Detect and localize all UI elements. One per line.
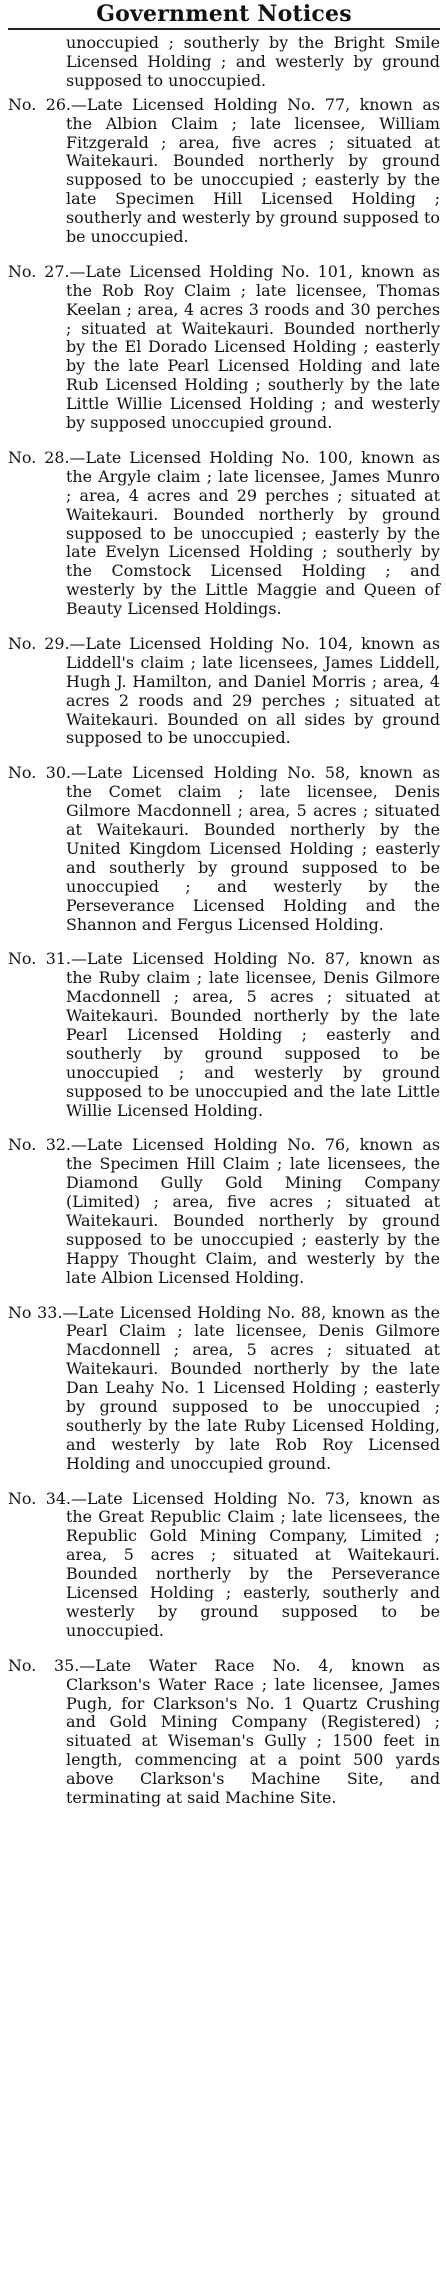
notice-number: No. 29. [8,633,70,653]
notice-text: —Late Licensed Holding No. 73, known as the Great Republic Claim ; late licensees, the Republic Gold Mining Company, Limited ; area, 5 acres ; situated at Waitekauri. Bounded northerly by the Perseverance Licensed Holding ; easterly, southerly and westerly by ground supposed to be unoccupied. [66,1488,440,1640]
notice-entry [8,764,440,934]
notices-column [8,30,440,1808]
notice-text: —Late Licensed Holding No. 104, known as Liddell's claim ; late licensees, James Liddell, Hugh J. Hamilton, and Daniel Morris ; area, 4 acres 2 roods and 29 perches ; situated at Waitekauri. Bounded on all sides by ground supposed to be unoccupied. [66,633,440,748]
notice-entry [8,263,440,433]
continued-notice-text: unoccupied ; southerly by the Bright Smile Licensed Holding ; and westerly by ground supposed to unoccupied. [66,33,440,90]
section-title: Government Notices [96,1,352,27]
notice-entry [8,950,440,1120]
notice-text: —Late Licensed Holding No. 88, known as the Pearl Claim ; late licensee, Denis Gilmore Macdonnell ; area, 5 acres ; situated at Waitekauri. Bounded northerly by the late Dan Leahy No. 1 Licensed Holding ; easterly by ground supposed to be unoccupied ; southerly by the late Ruby Licensed Holding, and westerly by late Rob Roy Licensed Holding and unoccupied ground. [62,1302,440,1473]
notice-number: No 33. [8,1302,63,1322]
notice-entry [8,1657,440,1808]
notice-entry [8,1304,440,1474]
notice-number: No. 32. [8,1135,71,1155]
notice-entry [8,96,440,247]
notice-entry [8,635,440,748]
notice-number: No. 28. [8,447,70,467]
notice-number: No. 35. [8,1655,80,1675]
notice-text: —Late Licensed Holding No. 100, known as the Argyle claim ; late licensee, James Munro ; area, 4 acres and 29 perches ; situated at Waitekauri. Bounded northerly by ground supposed to be unoccupied ; easterly by the late Evelyn Licensed Holding ; southerly by the Comstock Licensed Holding ; and westerly by the Little Maggie and Queen of Beauty Licensed Holdings. [66,447,440,619]
notice-entry [8,1136,440,1287]
section-header [8,0,440,30]
notice-number: No. 31. [8,949,71,969]
notice-text: —Late Licensed Holding No. 101, known as the Rob Roy Claim ; late licensee, Thomas Keelan ; area, 4 acres 3 roods and 30 perches ; situated at Waitekauri. Bounded northerly by the El Dorado Licensed Holding ; easterly by the late Pearl Licensed Holding and late Rub Licensed Holding ; southerly by the late Little Willie Licensed Holding ; and westerly by supposed unoccupied ground. [66,261,440,433]
notice-number: No. 26. [8,94,71,114]
notice-number: No. 30. [8,763,71,783]
notice-text: —Late Licensed Holding No. 87, known as the Ruby claim ; late licensee, Denis Gilmore Macdonnell ; area, 5 acres ; situated at Waitekauri. Bounded northerly by the late Pearl Licensed Holding ; easterly and southerly by ground supposed to be unoccupied ; and westerly by ground supposed to be unoccupied and the late Little Willie Licensed Holding. [66,949,440,1120]
notice-entry [8,449,440,619]
notice-text: —Late Licensed Holding No. 77, known as the Albion Claim ; late licensee, William Fitzgerald ; area, five acres ; situated at Waitekauri. Bounded northerly by ground supposed to be unoccupied ; easterly by the late Specimen Hill Licensed Holding ; southerly and westerly by ground supposed to be unoccupied. [66,94,440,247]
notice-text: —Late Licensed Holding No. 76, known as the Specimen Hill Claim ; late licensees, the Diamond Gully Gold Mining Company (Limited) ; area, five acres ; situated at Waitekauri. Bounded northerly by ground supposed to be unoccupied ; easterly by the Happy Thought Claim, and westerly by the late Albion Licensed Holding. [66,1135,440,1287]
notice-entry [8,1490,440,1641]
notice-text: —Late Licensed Holding No. 58, known as the Comet claim ; late licensee, Denis Gilmore Macdonnell ; area, 5 acres ; situated at Waitekauri. Bounded northerly by the United Kingdom Licensed Holding ; easterly and southerly by ground supposed to be unoccupied ; and westerly by the Perseverance Licensed Holding and the Shannon and Fergus Licensed Holding. [66,763,440,934]
notice-text: —Late Water Race No. 4, known as Clarkson's Water Race ; late licensee, James Pugh, for Clarkson's No. 1 Quartz Crushing and Gold Mining Company (Registered) ; situated at Wiseman's Gully ; 1500 feet in length, commencing at a point 500 yards above Clarkson's Machine Site, and terminating at said Machine Site. [66,1655,440,1808]
notice-number: No. 27. [8,261,70,281]
notice-number: No. 34. [8,1488,71,1508]
